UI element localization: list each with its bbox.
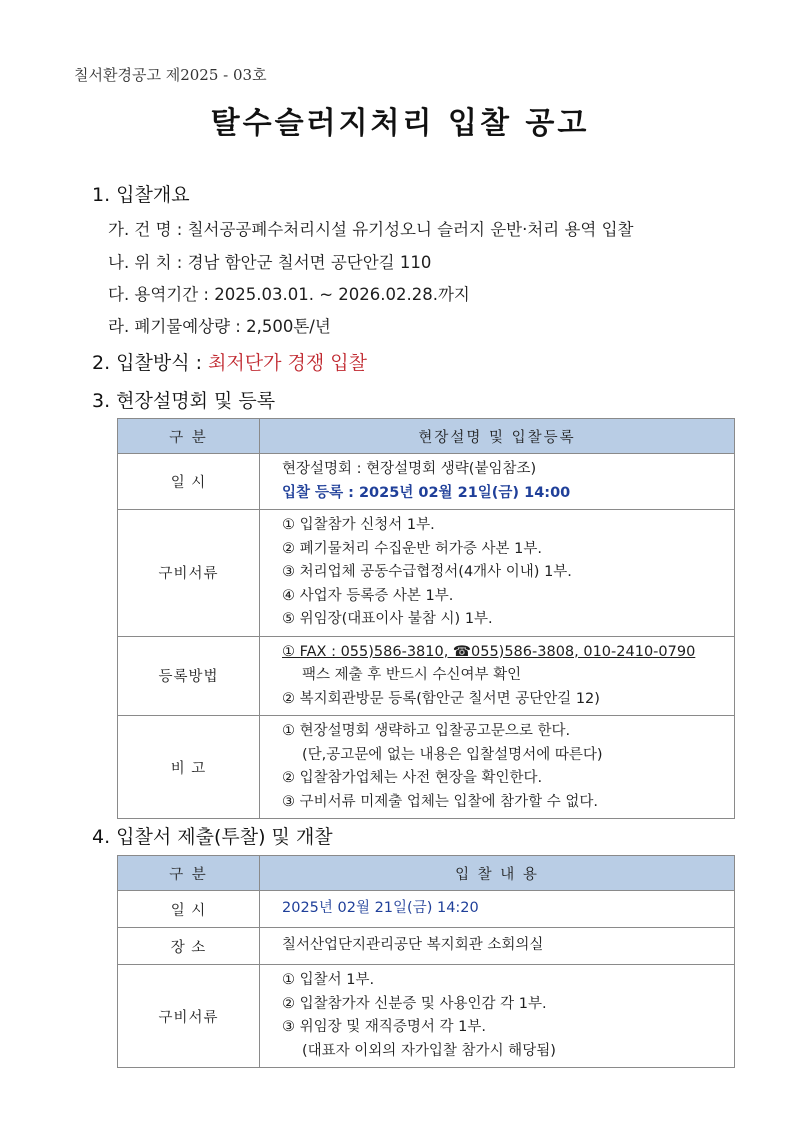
briefing-registration-table — [117, 418, 735, 819]
section2-label: 2. 입찰방식 : — [92, 352, 209, 374]
bid-method-value: 최저단가 경쟁 입찰 — [208, 352, 367, 374]
row-content-docs — [260, 510, 735, 637]
row-label-docs: 구비서류 — [118, 965, 260, 1068]
overview-item-location: 나. 위 치 : 경남 함안군 칠서면 공단안길 110 — [108, 253, 432, 272]
row-content-docs — [260, 965, 735, 1068]
section4-heading: 4. 입찰서 제출(투찰) 및 개찰 — [92, 826, 333, 848]
registration-datetime: 입찰 등록 : 2025년 02월 21일(금) 14:00 — [282, 484, 571, 501]
row-content-date — [260, 454, 735, 510]
bid-submission-table — [117, 855, 735, 1068]
briefing-session-text: 현장설명회 : 현장설명회 생략(붙임참조) — [282, 461, 537, 477]
table-header-row — [118, 419, 735, 454]
note-line: ① 현장설명회 생략하고 입찰공고문으로 한다. — [282, 723, 571, 739]
row-label-docs: 구비서류 — [118, 510, 260, 637]
section3-heading: 3. 현장설명회 및 등록 — [92, 390, 276, 412]
row-label-date: 일 시 — [118, 891, 260, 928]
table-row — [118, 891, 735, 928]
note-line: (단,공고문에 없는 내용은 입찰설명서에 따른다) — [302, 746, 603, 763]
header-category: 구 분 — [118, 856, 260, 891]
list-item: ① 입찰서 1부. — [282, 972, 375, 988]
overview-item-period: 다. 용역기간 : 2025.03.01. ~ 2026.02.28.까지 — [108, 285, 470, 304]
table-row — [118, 716, 735, 819]
list-item: ③ 처리업체 공동수급협정서(4개사 이내) 1부. — [282, 564, 572, 580]
list-item: ③ 위임장 및 재직증명서 각 1부. — [282, 1019, 486, 1035]
fax-phone-contacts: ① FAX : 055)586-3810, ☎055)586-3808, 010-2410-0790 — [282, 643, 696, 660]
list-item: ⑤ 위임장(대표이사 불참 시) 1부. — [282, 611, 493, 627]
overview-item-quantity: 라. 폐기물예상량 : 2,500톤/년 — [108, 317, 331, 336]
header-briefing-registration: 현장설명 및 입찰등록 — [260, 419, 735, 454]
note-line: ③ 구비서류 미제출 업체는 입찰에 참가할 수 없다. — [282, 793, 599, 810]
row-label-register: 등록방법 — [118, 636, 260, 716]
visit-registration: ② 복지회관방문 등록(함안군 칠서면 공단안길 12) — [282, 690, 600, 707]
row-content-register — [260, 636, 735, 716]
list-item: ① 입찰참가 신청서 1부. — [282, 517, 435, 533]
bid-opening-datetime: 2025년 02월 21일(금) 14:20 — [260, 891, 735, 928]
row-label-note: 비 고 — [118, 716, 260, 819]
document-number: 칠서환경공고 제2025 - 03호 — [74, 66, 267, 84]
table-row — [118, 636, 735, 716]
overview-item-name: 가. 건 명 : 칠서공공폐수처리시설 유기성오니 슬러지 운반·처리 용역 입찰 — [108, 220, 634, 239]
row-label-date: 일 시 — [118, 454, 260, 510]
list-item: ② 입찰참가자 신분증 및 사용인감 각 1부. — [282, 995, 547, 1012]
header-category: 구 분 — [118, 419, 260, 454]
table-row — [118, 928, 735, 965]
section2-heading — [92, 348, 367, 375]
list-item: ② 폐기물처리 수집운반 허가증 사본 1부. — [282, 540, 542, 557]
list-item: (대표자 이외의 자가입찰 참가시 해당됨) — [302, 1042, 556, 1059]
note-line: ② 입찰참가업체는 사전 현장을 확인한다. — [282, 770, 543, 786]
list-item: ④ 사업자 등록증 사본 1부. — [282, 587, 454, 604]
table-row — [118, 454, 735, 510]
bid-place: 칠서산업단지관리공단 복지회관 소회의실 — [260, 928, 735, 965]
section1-heading: 1. 입찰개요 — [92, 184, 190, 206]
row-label-place: 장 소 — [118, 928, 260, 965]
table-row — [118, 510, 735, 637]
page-title: 탈수슬러지처리 입찰 공고 — [210, 106, 590, 141]
table-header-row — [118, 856, 735, 891]
fax-confirm-note: 팩스 제출 후 반드시 수신여부 확인 — [302, 667, 522, 683]
header-bid-content: 입 찰 내 용 — [260, 856, 735, 891]
row-content-note — [260, 716, 735, 819]
table-row — [118, 965, 735, 1068]
